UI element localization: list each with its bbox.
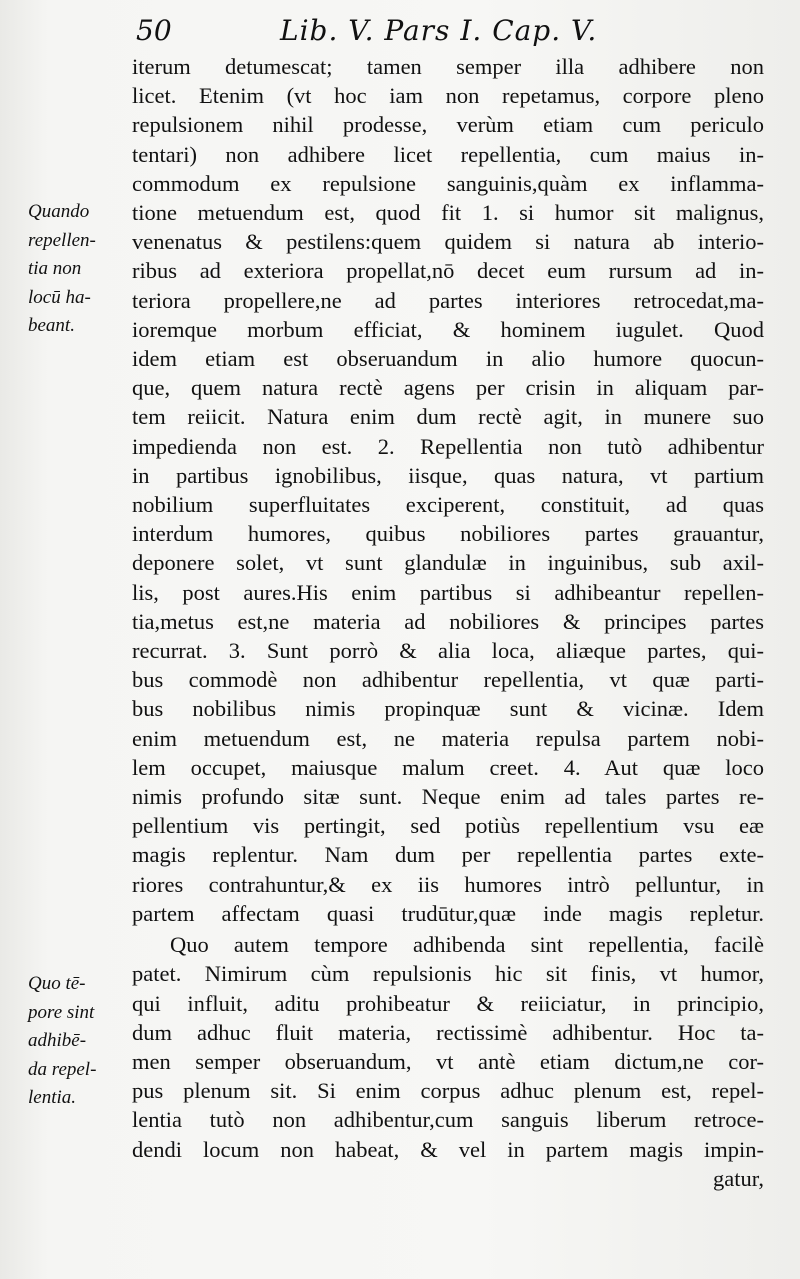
text-line: idem etiam est obseruandum in alio humore quocun- (132, 346, 764, 372)
margin-note-line: Quo tē- (28, 973, 86, 994)
margin-note-line: adhibē- (28, 1030, 87, 1051)
text-line: men semper obseruandum, vt antè etiam dictum,ne cor- (132, 1048, 764, 1074)
margin-note-line: locū ha- (28, 286, 91, 308)
text-line: licet. Etenim (vt hoc iam non repetamus, corpore pleno (132, 83, 764, 109)
text-line: tia,metus est,ne materia ad nobiliores & principes partes (132, 608, 764, 634)
text-line: tem reiicit. Natura enim dum rectè agit, in munere suo (132, 404, 764, 430)
text-line: lentia tutò non adhibentur,cum sanguis liberum retroce- (132, 1107, 764, 1133)
text-line: tione metuendum est, quod fit 1. si humor sit malignus, (132, 200, 764, 226)
margin-note-quo-tempore (28, 970, 132, 1113)
text-line: enim metuendum est, ne materia repulsa partem nobi- (132, 725, 764, 751)
text-line: repulsionem nihil prodesse, verùm etiam cum periculo (132, 112, 764, 138)
text-line: dum adhuc fluit materia, rectissimè adhibentur. Hoc ta- (132, 1019, 764, 1045)
text-line: qui influit, aditu prohibeatur & reiiciatur, in principio, (132, 990, 764, 1016)
text-line: recurrat. 3. Sunt porrò & alia loca, aliæque partes, qui- (132, 638, 764, 664)
text-line: lem occupet, maiusque malum creet. 4. Aut quæ loco (132, 754, 764, 780)
running-head: Lib. V. Pars I. Cap. V. (280, 14, 598, 47)
text-line: tentari) non adhibere licet repellentia, cum maius in- (132, 141, 764, 167)
text-line: lis, post aures.His enim partibus si adhibeantur repellen- (132, 579, 764, 605)
margin-note-line: beant. (28, 315, 75, 336)
main-text (132, 52, 764, 1193)
text-line: pus plenum sit. Si enim corpus adhuc plenum est, repel- (132, 1078, 764, 1104)
paragraph-2 (132, 930, 764, 1164)
margin-note-line: pore sint (28, 1001, 95, 1023)
margin-note-line: Quando (28, 201, 90, 222)
page-number: 50 (136, 14, 172, 47)
text-line: in partibus ignobilibus, iisque, quas natura, vt partium (132, 462, 764, 488)
paragraph-1 (132, 52, 764, 928)
margin-note-line: lentia. (28, 1087, 77, 1108)
text-line: iterum detumescat; tamen semper illa adhibere non (132, 54, 764, 79)
margin-note-line: tia non (28, 258, 82, 279)
text-line: pellentium vis pertingit, sed potiùs repellentium vsu eæ (132, 813, 764, 839)
text-line: ribus ad exteriora propellat,nō decet eum rursum ad in- (132, 258, 764, 284)
text-line: partem affectam quasi trudūtur,quæ inde magis repletur. (132, 900, 764, 926)
text-line: impedienda non est. 2. Repellentia non tutò adhibentur (132, 433, 764, 459)
text-line: que, quem natura rectè agens per crisin in aliquam par- (132, 375, 764, 401)
text-line: riores contrahuntur,& ex iis humores intrò pelluntur, in (132, 871, 764, 897)
text-line: nimis profundo sitæ sunt. Neque enim ad tales partes re- (132, 784, 764, 810)
page-header (130, 14, 770, 54)
text-line: bus commodè non adhibentur repellentia, vt quæ parti- (132, 667, 764, 693)
text-line: teriora propellere,ne ad partes interiores retrocedat,ma- (132, 287, 764, 313)
catchword: gatur, (713, 1165, 764, 1191)
text-line: dendi locum non habeat, & vel in partem magis impin- (132, 1136, 764, 1162)
margin-note-quando (28, 198, 132, 341)
text-line: commodum ex repulsione sanguinis,quàm ex inflamma- (132, 170, 764, 196)
text-line: deponere solet, vt sunt glandulæ in inguinibus, sub axil- (132, 550, 764, 576)
text-line: Quo autem tempore adhibenda sint repellentia, facilè (170, 932, 764, 958)
text-line: venenatus & pestilens:quem quidem si natura ab interio- (132, 229, 764, 255)
margin-note-line: repellen- (28, 229, 96, 251)
text-line: nobilium superfluitates exciperent, constituit, ad quas (132, 492, 764, 518)
text-line: ioremque morbum efficiat, & hominem iugulet. Quod (132, 316, 764, 342)
text-line: magis replentur. Nam dum per repellentia partes exte- (132, 842, 764, 868)
text-line: interdum humores, quibus nobiliores partes grauantur, (132, 521, 764, 547)
margin-note-line: da repel- (28, 1058, 97, 1080)
text-line: patet. Nimirum cùm repulsionis hic sit finis, vt humor, (132, 961, 764, 987)
text-line: bus nobilibus nimis propinquæ sunt & vicinæ. Idem (132, 696, 764, 722)
